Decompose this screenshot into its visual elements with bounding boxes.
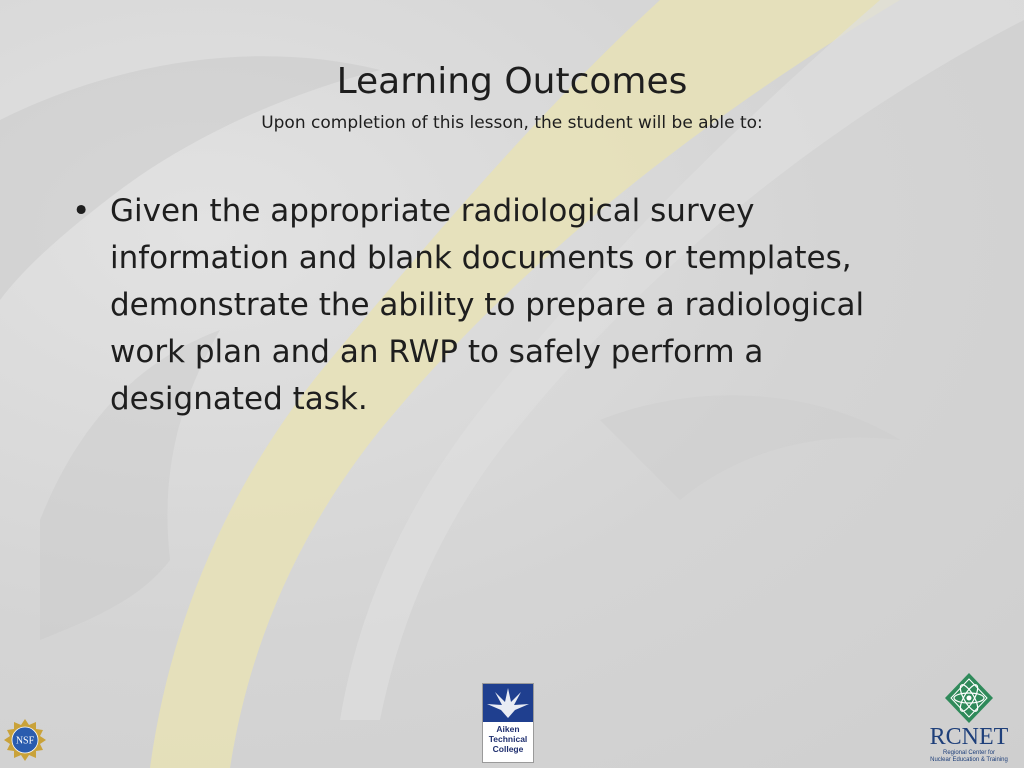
- atom-icon: [920, 670, 1018, 726]
- bullet-list: [70, 188, 900, 423]
- bullet-item: [70, 188, 900, 423]
- nsf-logo: [3, 718, 47, 762]
- nsf-logo-text: NSF: [15, 735, 35, 747]
- bullet-text: Given the appropriate radiological survey information and blank documents or templates, demonstrate the ability to prepare a radiological work plan and an RWP to safely perform a designated task.: [110, 193, 865, 417]
- rcnet-logo-tagline: Regional Center for Nuclear Education & Training: [930, 750, 1008, 763]
- rcnet-logo-name: RCNET: [929, 724, 1009, 750]
- slide-subtitle: Upon completion of this lesson, the student will be able to:: [261, 113, 763, 133]
- aiken-logo-text: Aiken Technical College: [488, 724, 528, 754]
- rcnet-logo: [920, 670, 1018, 766]
- bullet-icon: •: [72, 193, 91, 229]
- slide-title: Learning Outcomes: [336, 61, 688, 102]
- aiken-logo-graphic: [483, 684, 533, 722]
- aiken-logo: [482, 683, 534, 763]
